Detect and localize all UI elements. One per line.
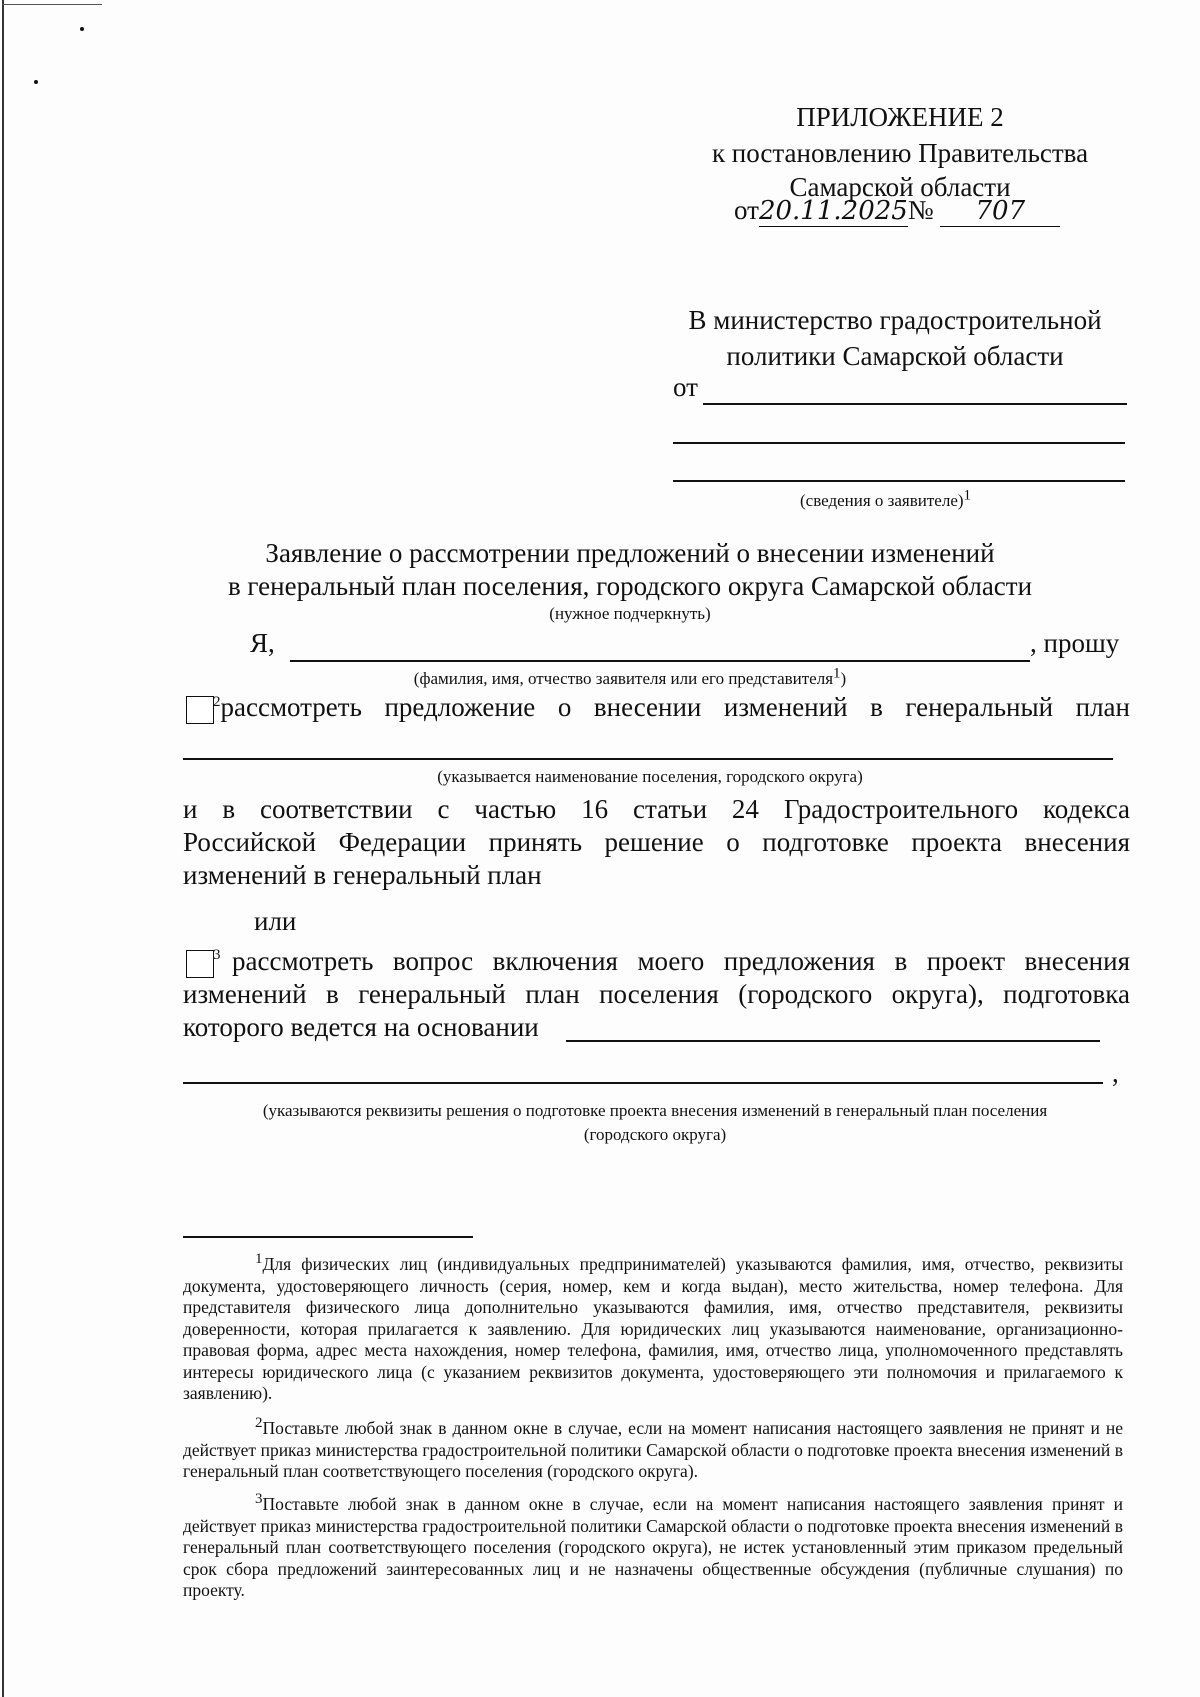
decision-details-line-2[interactable] (183, 1082, 1103, 1084)
statement-title-line-1: Заявление о рассмотрении предложений о внесении изменений (265, 538, 995, 568)
handwritten-date: 20.11.2025 (758, 196, 908, 226)
footnote-separator (183, 1236, 473, 1238)
applicant-line-1[interactable] (703, 403, 1127, 405)
scan-edge-line (2, 0, 4, 1697)
footnote-2: 2Поставьте любой знак в данном окне в случае, если на момент написания настоящего заявления не принят и не действует приказ министерства градостроительной политики Самарской области о подготовке проекта внесения изменений в генеральный план соответствующего поселения (городского округа). (183, 1415, 1123, 1481)
scan-speck (34, 80, 38, 84)
option-1-text: $^2$рассмотреть предложение о внесении изменений в генеральный план (213, 692, 1130, 722)
option-2-line-a: рассмотреть вопрос включения моего предложения в проект внесения (232, 946, 1130, 976)
footnote-1: 1Для физических лиц (индивидуальных предпринимателей) указываются фамилия, имя, отчество, реквизиты документа, удостоверяющего личность (серия, номер, кем и когда выдан), место жительства, номер телефона. Для представителя физического лица дополнительно указываются фамилия, имя, отчество представителя, реквизиты доверенности, которая прилагается к заявлению. Для юридических лиц указываются наименование, организационно-правовая форма, адрес места нахождения, номер телефона, фамилия, имя, отчество лица, уполномоченного представлять интересы юридического лица (с указанием реквизитов документа, удостоверяющего эти полномочия и прилагаемого к заявлению). (183, 1251, 1123, 1403)
option-2-checkbox[interactable] (186, 950, 214, 978)
addressee-line-1: В министерство градостроительной (688, 305, 1102, 335)
settlement-name-line[interactable] (183, 758, 1113, 760)
name-caption: (фамилия, имя, отчество заявителя или его представителя1) (413, 665, 847, 688)
footnote-3: 3Поставьте любой знак в данном окне в случае, если на момент написания настоящего заявления принят и действует приказ министерства градостроительной политики Самарской области о подготовке проекта внесения изменений в генеральный план соответствующего поселения (городского округа), не истек установленный этим приказом предельный срок сбора предложений заинтересованных лиц и не назначены общественные обсуждения (публичные слушания) по проекту. (183, 1491, 1123, 1600)
decision-comma: , (1112, 1058, 1119, 1088)
annex-date-row (734, 195, 1060, 227)
statement-title-line-2: в генеральный план поселения, городского округа Самарской области (227, 571, 1033, 601)
date-prefix: от (734, 195, 759, 225)
addressee-line-2: политики Самарской области (726, 341, 1064, 371)
decision-caption-line-1: (указываются реквизиты решения о подготовке проекта внесения изменений в генеральный план поселения (262, 1101, 1048, 1120)
number-prefix: № (907, 195, 934, 225)
option-2-continuation: изменений в генеральный план поселения (городского округа), подготовка которого ведется на основании (183, 979, 1130, 1042)
i-label: Я, (250, 628, 275, 658)
applicant-caption: (сведения о заявителе)1 (800, 487, 972, 510)
from-label: от (673, 372, 698, 402)
annex-region-line: Самарской области (789, 172, 1011, 202)
option-1-checkbox[interactable] (186, 696, 214, 724)
decision-details-line-1[interactable] (566, 1040, 1100, 1042)
scan-speck (80, 27, 84, 31)
applicant-name-line[interactable] (290, 660, 1030, 662)
decision-caption-line-2: (городского округа) (583, 1125, 727, 1144)
applicant-line-3[interactable] (673, 480, 1125, 482)
underline-note: (нужное подчеркнуть) (549, 604, 711, 623)
option-1-continuation: и в соответствии с частью 16 статьи 24 Градостроительного кодекса Российской Федерации принять решение о подготовке проекта внесения изменений в генеральный план (183, 794, 1130, 890)
scan-edge-top (2, 4, 102, 5)
annex-title: ПРИЛОЖЕНИЕ 2 (796, 102, 1004, 132)
applicant-line-2[interactable] (673, 442, 1125, 444)
ask-label: , прошу (1030, 628, 1120, 658)
settlement-caption: (указывается наименование поселения, городского округа) (437, 767, 863, 786)
or-label: или (254, 906, 297, 936)
option-2-sup: 3 (213, 947, 221, 963)
annex-decree-line: к постановлению Правительства (711, 138, 1089, 168)
handwritten-number: 707 (940, 196, 1060, 227)
